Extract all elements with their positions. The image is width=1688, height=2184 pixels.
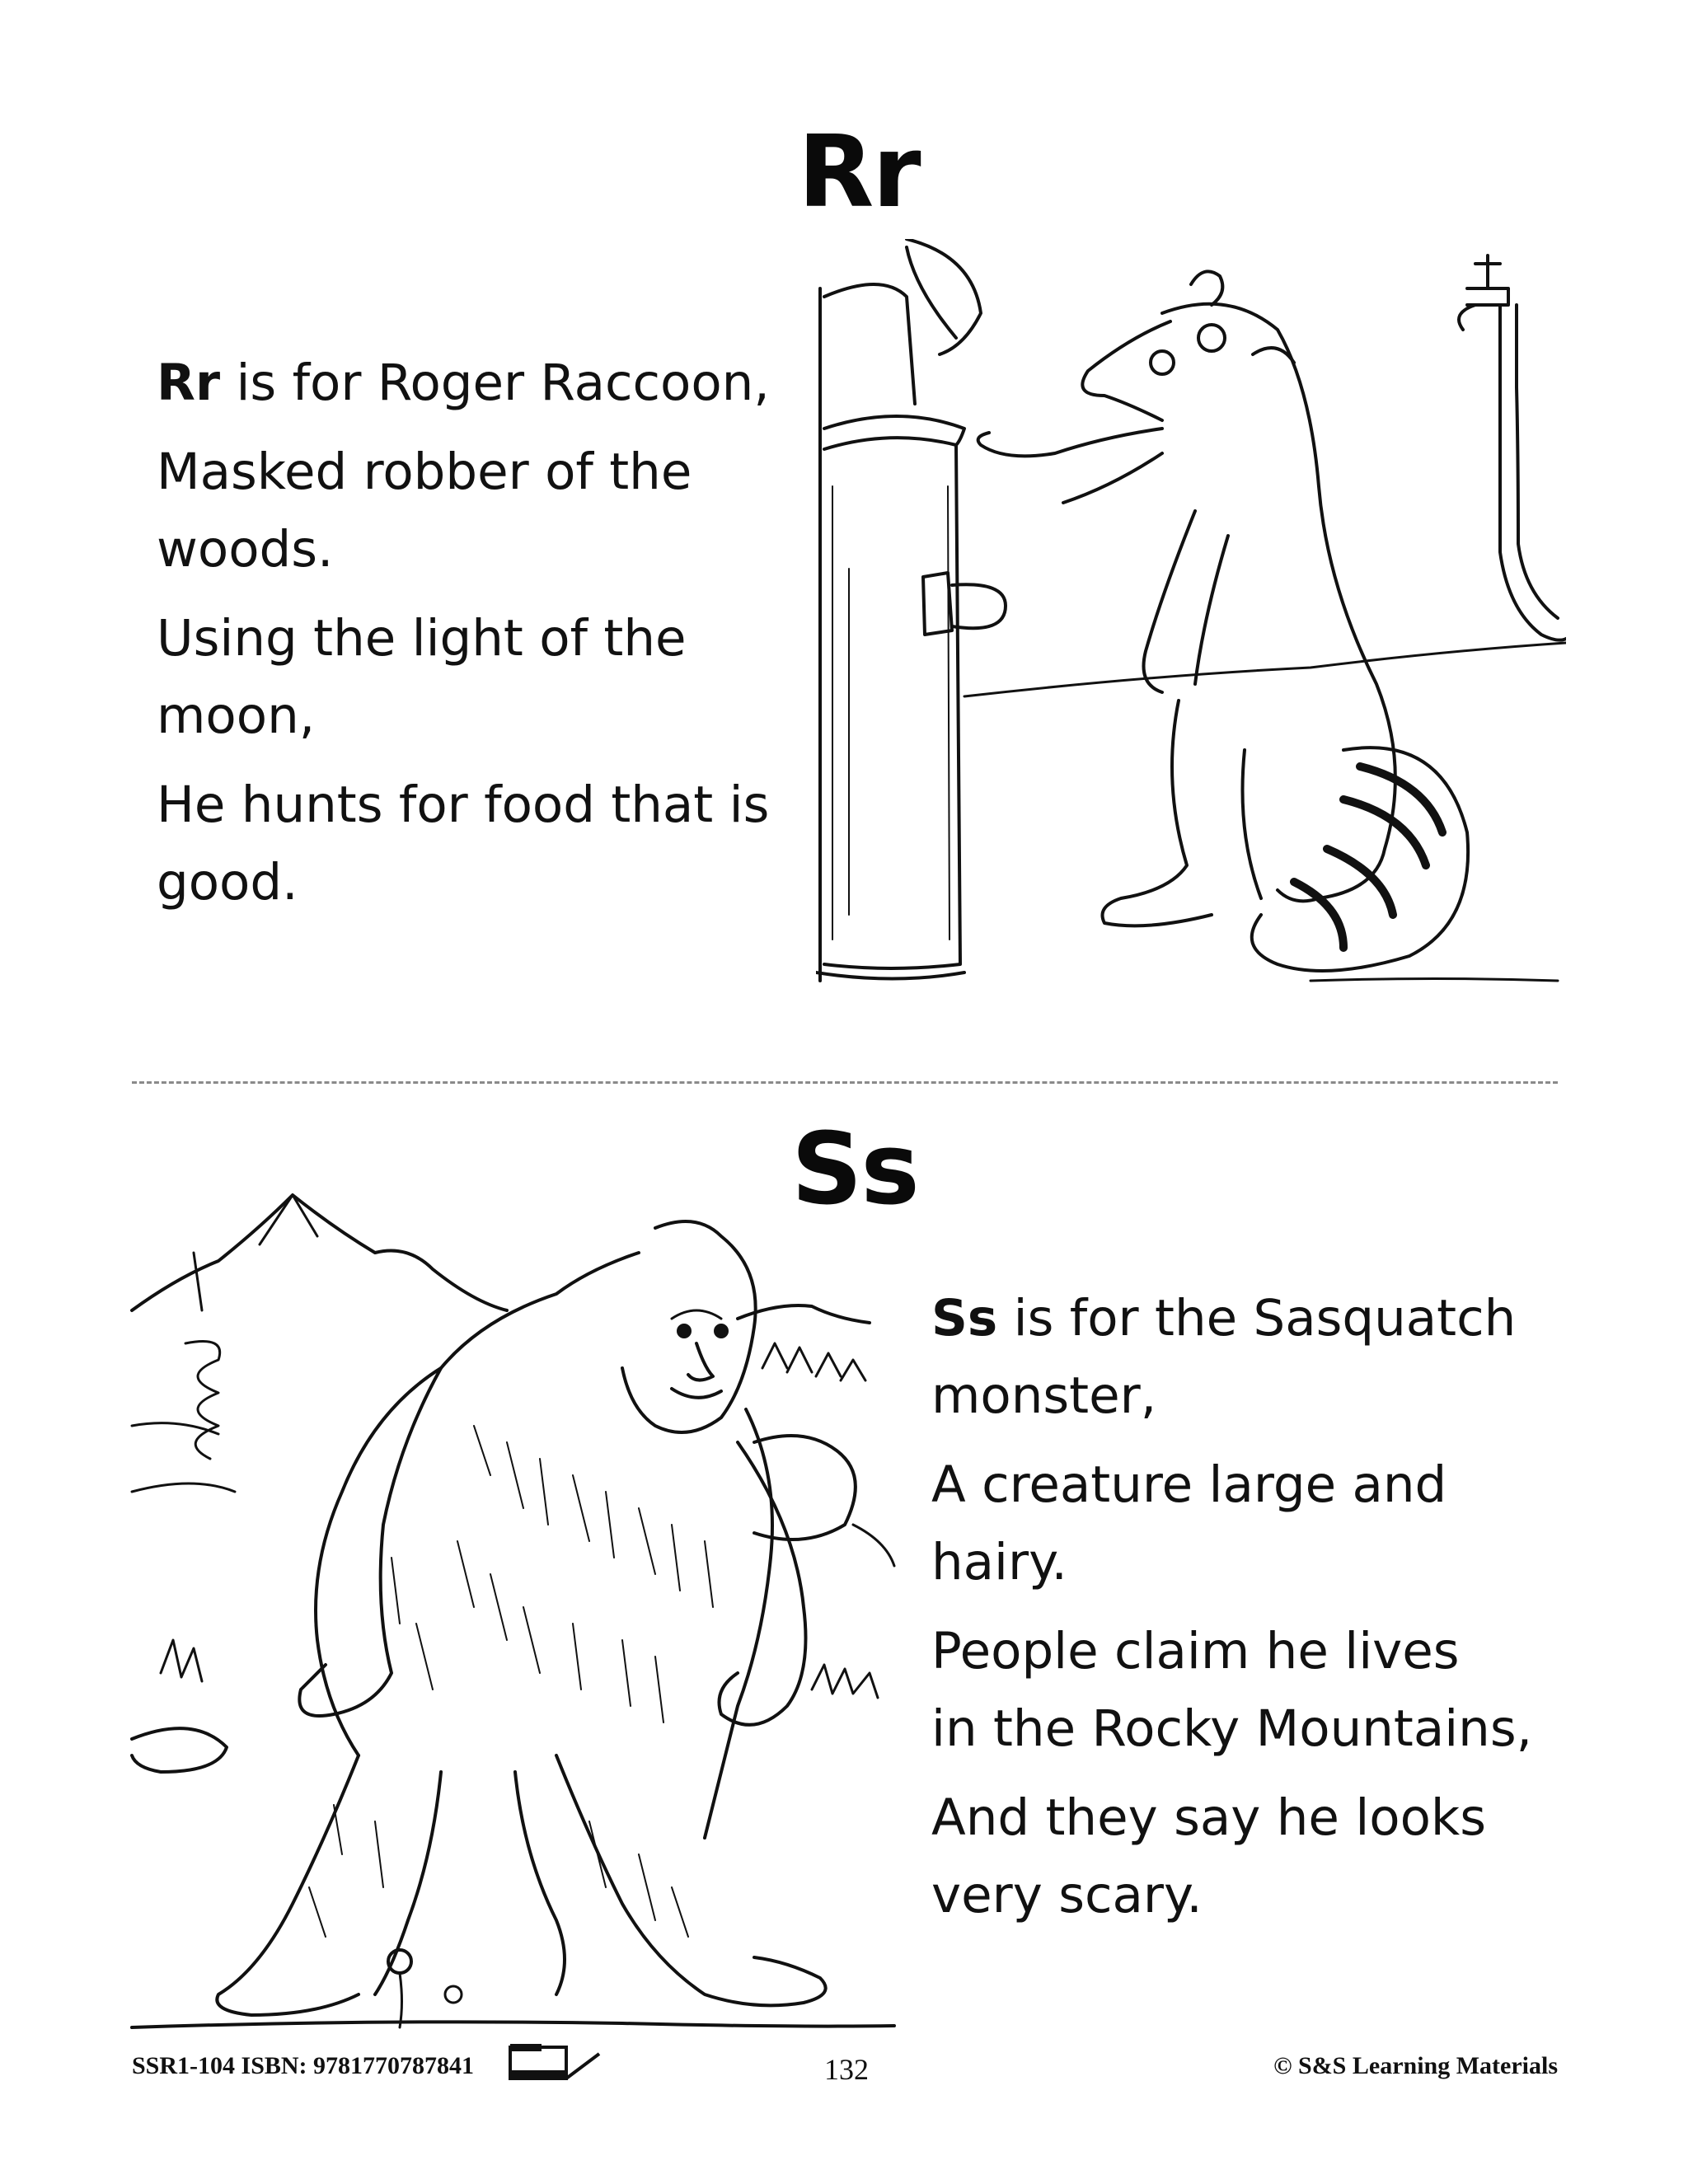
verse-line: A creature large and <box>931 1455 1447 1514</box>
raccoon-illustration <box>816 239 1566 997</box>
verse-rr <box>157 344 770 921</box>
book-icon <box>507 2041 602 2086</box>
verse-line: monster, <box>931 1366 1157 1425</box>
verse-line: hairy. <box>931 1533 1067 1591</box>
footer-isbn: SSR1-104 ISBN: 9781770787841 <box>132 2052 475 2079</box>
verse-line: And they say he looks <box>931 1788 1487 1847</box>
verse-ss <box>931 1280 1532 1934</box>
footer-copyright: © S&S Learning Materials <box>1273 2052 1558 2079</box>
verse-line: Ss is for the Sasquatch <box>931 1289 1517 1347</box>
verse-line: woods. <box>157 520 334 579</box>
page-number: 132 <box>824 2053 869 2086</box>
heading-rr: Rr <box>798 115 920 230</box>
verse-line: Using the light of the <box>157 609 687 668</box>
verse-line: very scary. <box>931 1866 1203 1924</box>
verse-line: He hunts for food that is <box>157 776 770 834</box>
heading-ss: Ss <box>791 1113 918 1227</box>
dashed-divider <box>132 1081 1558 1084</box>
verse-line: good. <box>157 853 298 912</box>
verse-line: People claim he lives <box>931 1622 1460 1680</box>
verse-line: in the Rocky Mountains, <box>931 1699 1532 1758</box>
verse-letter: Ss <box>931 1289 998 1347</box>
sasquatch-illustration <box>128 1179 903 2036</box>
verse-line: moon, <box>157 687 316 745</box>
verse-line: Rr is for Roger Raccoon, <box>157 354 770 412</box>
verse-letter: Rr <box>157 354 221 412</box>
verse-line: Masked robber of the <box>157 443 692 501</box>
